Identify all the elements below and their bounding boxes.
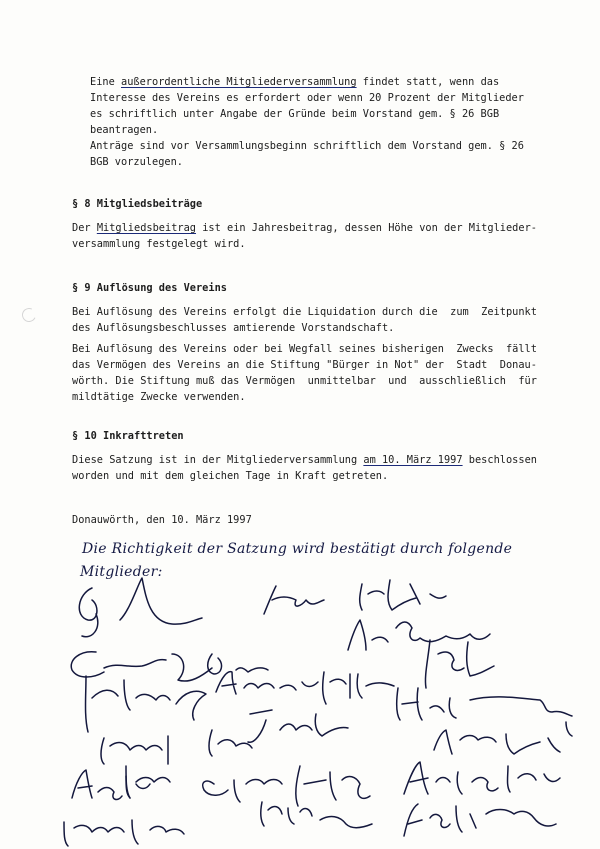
signature-14 <box>296 766 370 806</box>
signature-2 <box>264 586 324 614</box>
underlined-term: Mitgliedsbeitrag <box>96 222 197 234</box>
signatures-area <box>0 570 600 849</box>
section-9-text-1: Bei Auflösung des Vereins erfolgt die Liquidation durch die zum Zeitpunkt des Auflösungsbeschlusses amtierende Vorstandschaft. <box>72 306 537 334</box>
signature-johann <box>248 710 348 742</box>
section-8-heading: § 8 Mitgliedsbeiträge <box>72 198 203 210</box>
signature-8 <box>86 676 171 732</box>
text-fragment: beschlossen <box>462 454 537 466</box>
signature-15 <box>64 820 184 846</box>
paragraph-motions: Anträge sind vor Versammlungsbeginn schriftlich dem Vorstand gem. § 26 BGB vorzulegen. <box>90 140 524 168</box>
paragraph-extraordinary-meeting <box>90 74 524 138</box>
text-fragment: Interesse des Vereins es erfordert oder wenn 20 Prozent der Mitglieder es schriftlich unter Angabe der Gründe beim Vorstand gem. § 26 BGB beantragen. <box>90 92 524 136</box>
signature-1 <box>79 578 202 637</box>
section-10-heading: § 10 Inkrafttreten <box>72 430 184 442</box>
text-fragment: worden und mit dem gleichen Tage in Kraft getreten. <box>72 470 389 482</box>
signature-16 <box>320 817 372 828</box>
signature-11 <box>209 730 252 756</box>
signature-4 <box>348 620 490 650</box>
signature-7 <box>425 640 494 688</box>
underlined-date: am 10. März 1997 <box>363 454 463 466</box>
section-8-text <box>72 220 537 252</box>
signature-adolf <box>72 770 150 799</box>
signature-6 <box>208 654 268 674</box>
text-fragment: findet statt, wenn das <box>356 76 500 88</box>
handwritten-confirmation-line-2: Mitglieder: <box>80 564 163 580</box>
signature-12 <box>434 730 560 754</box>
text-fragment: Eine <box>90 76 121 88</box>
signature-3 <box>360 580 446 610</box>
signature-felix <box>404 804 556 836</box>
signature-9 <box>176 691 206 720</box>
signature-helmut <box>397 688 572 736</box>
signature-10 <box>101 736 168 764</box>
text-fragment: Der <box>72 222 97 234</box>
handwritten-confirmation-line-1: Die Richtigkeit der Satzung wird bestätigt durch folgende <box>82 541 513 557</box>
section-10-text <box>72 452 537 484</box>
place-and-date: Donauwörth, den 10. März 1997 <box>72 514 252 526</box>
text-fragment: ist ein Jahresbeitrag, dessen Höhe von der Mitglieder- <box>196 222 537 234</box>
underlined-term: außerordentliche Mitgliederversammlung <box>121 76 357 88</box>
signature-hiller <box>323 672 394 704</box>
text-fragment: versammlung festgelegt wird. <box>72 238 246 250</box>
signature-arnold <box>216 672 318 694</box>
section-9-heading: § 9 Auflösung des Vereins <box>72 282 227 294</box>
signature-13 <box>126 766 170 798</box>
punch-hole-mark <box>20 306 38 324</box>
signature-anton <box>404 762 560 794</box>
signature-rudolf <box>261 802 312 826</box>
signature-5 <box>71 652 212 681</box>
text-fragment: Diese Satzung ist in der Mitgliederversammlung <box>72 454 364 466</box>
signature-guenther <box>203 780 282 803</box>
section-9-text-2: Bei Auflösung des Vereins oder bei Wegfall seines bisherigen Zwecks fällt das Vermögen des Vereins an die Stiftung "Bürger in Not" der Stadt Donau- wörth. Die Stiftung muß das Vermögen unmittelbar und ausschließlich für mildtätige Zwecke verwenden. <box>72 343 537 403</box>
